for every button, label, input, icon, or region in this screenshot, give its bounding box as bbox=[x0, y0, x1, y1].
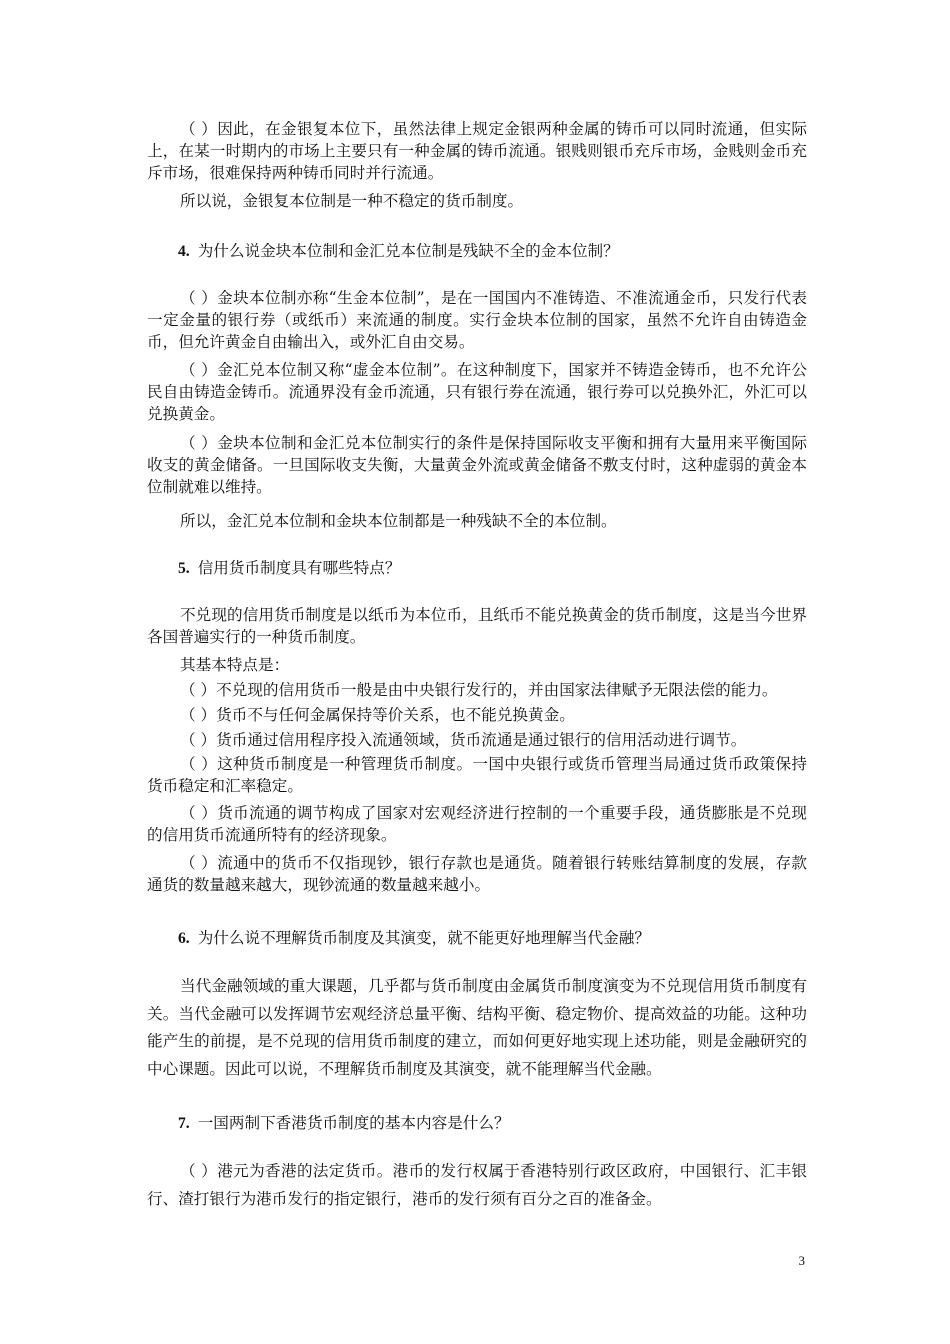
paragraph: （ ）货币不与任何金属保持等价关系，也不能兑换黄金。 bbox=[180, 706, 575, 724]
question-heading bbox=[178, 240, 619, 263]
paragraph: 所以，金汇兑本位制和金块本位制都是一种残缺不全的本位制。 bbox=[180, 512, 617, 530]
paragraph: （ ）金块本位制亦称“生金本位制”，是在一国国内不准铸造、不准流通金币，只发行代表一定金量的银行券（或纸币）来流通的制度。实行金块本位制的国家，虽然不允许自由铸造金币，但允许黄金自由输出入，或外汇自由交易。 bbox=[147, 289, 807, 351]
paragraph: （ ）这种货币制度是一种管理货币制度。一国中央银行或货币管理当局通过货币政策保持货币稳定和汇率稳定。 bbox=[147, 755, 807, 795]
paragraph: 当代金融领域的重大课题，几乎都与货币制度由金属货币制度演变为不兑现信用货币制度有关。当代金融可以发挥调节宏观经济总量平衡、结构平衡、稳定物价、提高效益的功能。这种功能产生的前提，是不兑现的信用货币制度的建立，而如何更好地实现上述功能，则是金融研究的中心课题。因此可以说，不理解货币制度及其演变，就不能理解当代金融。 bbox=[147, 977, 807, 1078]
paragraph: （ ）金汇兑本位制又称“虚金本位制”。在这种制度下，国家并不铸造金铸币，也不允许公民自由铸造金铸币。流通界没有金币流通，只有银行券在流通，银行券可以兑换外汇，外汇可以兑换黄金。 bbox=[147, 361, 807, 423]
paragraph: （ ）港元为香港的法定货币。港币的发行权属于香港特别行政区政府，中国银行、汇丰银行、渣打银行为港币发行的指定银行，港币的发行须有百分之百的准备金。 bbox=[147, 1162, 807, 1208]
paragraph: 所以说，金银复本位制是一种不稳定的货币制度。 bbox=[180, 192, 524, 210]
paragraph: （ ）不兑现的信用货币一般是由中央银行发行的，并由国家法律赋予无限法偿的能力。 bbox=[180, 681, 778, 699]
question-number: 7. bbox=[178, 1115, 190, 1132]
page-number: 3 bbox=[798, 1253, 805, 1268]
paragraph: （ ）货币流通的调节构成了国家对宏观经济进行控制的一个重要手段，通货膨胀是不兑现的信用货币流通所特有的经济现象。 bbox=[147, 804, 807, 844]
question-number: 5. bbox=[178, 560, 190, 577]
paragraph: （ ）货币通过信用程序投入流通领域，货币流通是通过银行的信用活动进行调节。 bbox=[180, 731, 747, 749]
question-text: 一国两制下香港货币制度的基本内容是什么？ bbox=[197, 1114, 510, 1132]
paragraph: （ ）金块本位制和金汇兑本位制实行的条件是保持国际收支平衡和拥有大量用来平衡国际收支的黄金储备。一旦国际收支失衡，大量黄金外流或黄金储备不敷支付时，这种虚弱的黄金本位制就难以维持。 bbox=[147, 434, 807, 496]
paragraph: （ ）流通中的货币不仅指现钞，银行存款也是通货。随着银行转账结算制度的发展，存款通货的数量越来越大，现钞流通的数量越来越小。 bbox=[147, 854, 807, 894]
paragraph: （ ）因此，在金银复本位下，虽然法律上规定金银两种金属的铸币可以同时流通，但实际上，在某一时期内的市场上主要只有一种金属的铸币流通。银贱则银币充斥市场，金贱则金币充斥市场，很难保持两种铸币同时并行流通。 bbox=[147, 120, 807, 182]
question-heading bbox=[178, 557, 400, 580]
question-text: 为什么说不理解货币制度及其演变，就不能更好地理解当代金融？ bbox=[197, 929, 650, 947]
question-text: 信用货币制度具有哪些特点？ bbox=[197, 559, 401, 577]
question-number: 6. bbox=[178, 930, 190, 947]
question-text: 为什么说金块本位制和金汇兑本位制是残缺不全的金本位制？ bbox=[197, 242, 619, 260]
paragraph: 不兑现的信用货币制度是以纸币为本位币，且纸币不能兑换黄金的货币制度，这是当今世界各国普遍实行的一种货币制度。 bbox=[147, 606, 807, 646]
question-heading bbox=[178, 1112, 510, 1135]
question-number: 4. bbox=[178, 243, 190, 260]
question-heading bbox=[178, 927, 650, 950]
paragraph: 其基本特点是： bbox=[180, 656, 290, 674]
